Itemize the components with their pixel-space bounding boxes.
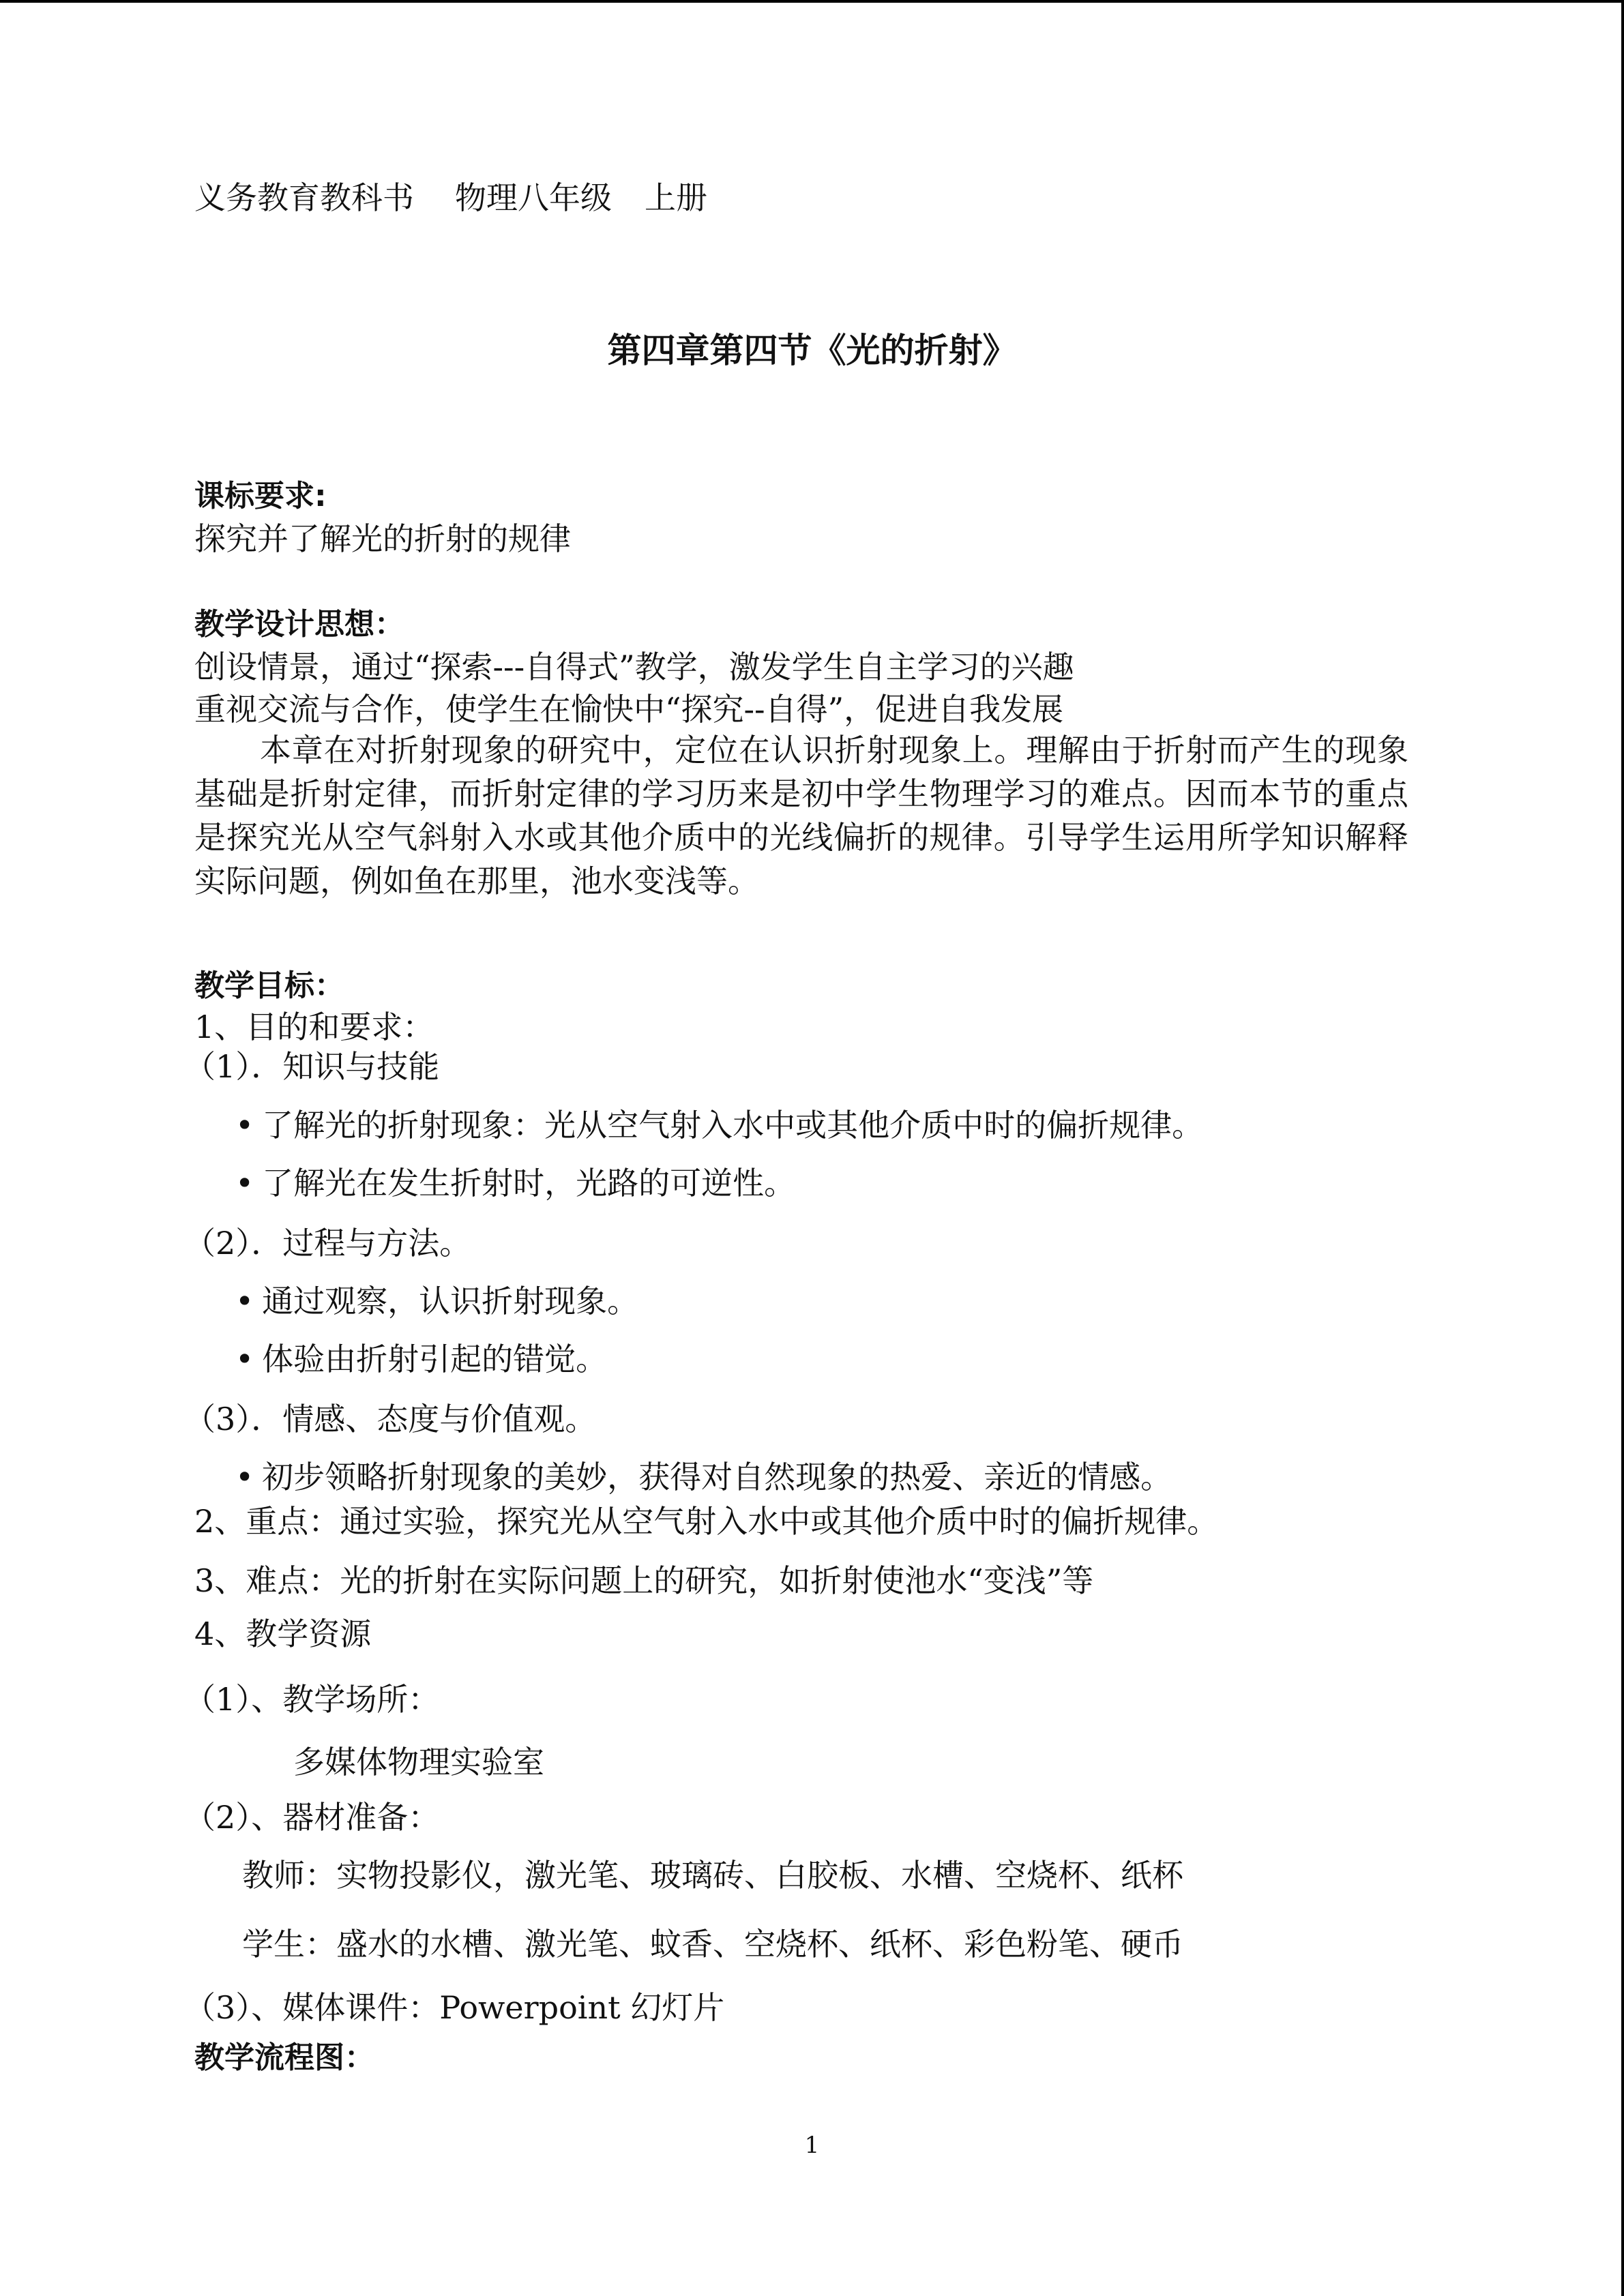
objective-sub-2: （2）．过程与方法。 [184, 1225, 471, 1262]
design-paragraph: 本章在对折射现象的研究中，定位在认识折射现象上。理解由于折射而产生的现象基础是折射定律，而折射定律的学习历来是初中学生物理学习的难点。因而本节的重点是探究光从空气斜射入水或其他介质中的光线偏折的规律。引导学生运用所学知识解释实际问题，例如鱼在那里，池水变浅等。 [194, 732, 1408, 899]
objective-item-2: 2、重点：通过实验，探究光从空气射入水中或其他介质中时的偏折规律。 [194, 1503, 1219, 1540]
bullet-item [235, 1340, 607, 1378]
bullet-text: 体验由折射引起的错觉。 [262, 1341, 608, 1377]
bullet-icon: • [235, 1165, 254, 1202]
design-line-1: 创设情景，通过“探索---自得式”教学，激发学生自主学习的兴趣 [194, 648, 1074, 685]
header-series: 义务教育教科书 [194, 179, 414, 216]
resource-2-teacher: 教师：实物投影仪，激光笔、玻璃砖、白胶板、水槽、空烧杯、纸杯 [242, 1857, 1183, 1894]
bullet-text: 了解光在发生折射时，光路的可逆性。 [262, 1165, 796, 1202]
design-heading: 教学设计思想： [194, 607, 404, 642]
flow-heading: 教学流程图： [194, 2040, 374, 2075]
bullet-text: 通过观察，认识折射现象。 [262, 1283, 639, 1320]
bullet-icon: • [235, 1283, 254, 1320]
document-header [194, 179, 707, 217]
objective-item-1: 1、目的和要求： [194, 1009, 434, 1045]
curriculum-text: 探究并了解光的折射的规律 [194, 520, 571, 557]
page-top-border [0, 0, 1624, 3]
page-number: 1 [804, 2132, 820, 2159]
bullet-icon: • [235, 1459, 254, 1495]
objective-item-4: 4、教学资源 [194, 1615, 372, 1652]
objective-sub-3: （3）．情感、态度与价值观。 [184, 1401, 597, 1437]
bullet-item [235, 1282, 638, 1320]
page-title: 第四章第四节《光的折射》 [607, 331, 1017, 370]
objective-sub-1: （1）．知识与技能 [184, 1048, 440, 1085]
resource-1-label: （1）、教学场所： [184, 1681, 440, 1718]
design-line-2: 重视交流与合作，使学生在愉快中“探究--自得”，促进自我发展 [194, 691, 1064, 728]
resource-2-label: （2）、器材准备： [184, 1799, 440, 1836]
curriculum-heading: 课标要求: [194, 479, 327, 513]
bullet-item [235, 1458, 1172, 1496]
objectives-heading: 教学目标： [194, 968, 344, 1003]
objective-item-3: 3、难点：光的折射在实际问题上的研究，如折射使池水“变浅”等 [194, 1562, 1094, 1599]
resource-3: （3）、媒体课件：Powerpoint 幻灯片 [184, 1989, 725, 2026]
bullet-icon: • [235, 1341, 254, 1377]
bullet-item [235, 1164, 795, 1202]
bullet-text: 了解光的折射现象：光从空气射入水中或其他介质中时的偏折规律。 [262, 1107, 1204, 1144]
bullet-item [235, 1106, 1203, 1144]
header-subject: 物理八年级 [455, 179, 612, 216]
bullet-icon: • [235, 1107, 254, 1144]
header-volume: 上册 [645, 179, 707, 216]
resource-2-student: 学生：盛水的水槽、激光笔、蚊香、空烧杯、纸杯、彩色粉笔、硬币 [242, 1926, 1183, 1963]
bullet-text: 初步领略折射现象的美妙，获得对自然现象的热爱、亲近的情感。 [262, 1459, 1172, 1495]
resource-1-value: 多媒体物理实验室 [293, 1744, 544, 1780]
